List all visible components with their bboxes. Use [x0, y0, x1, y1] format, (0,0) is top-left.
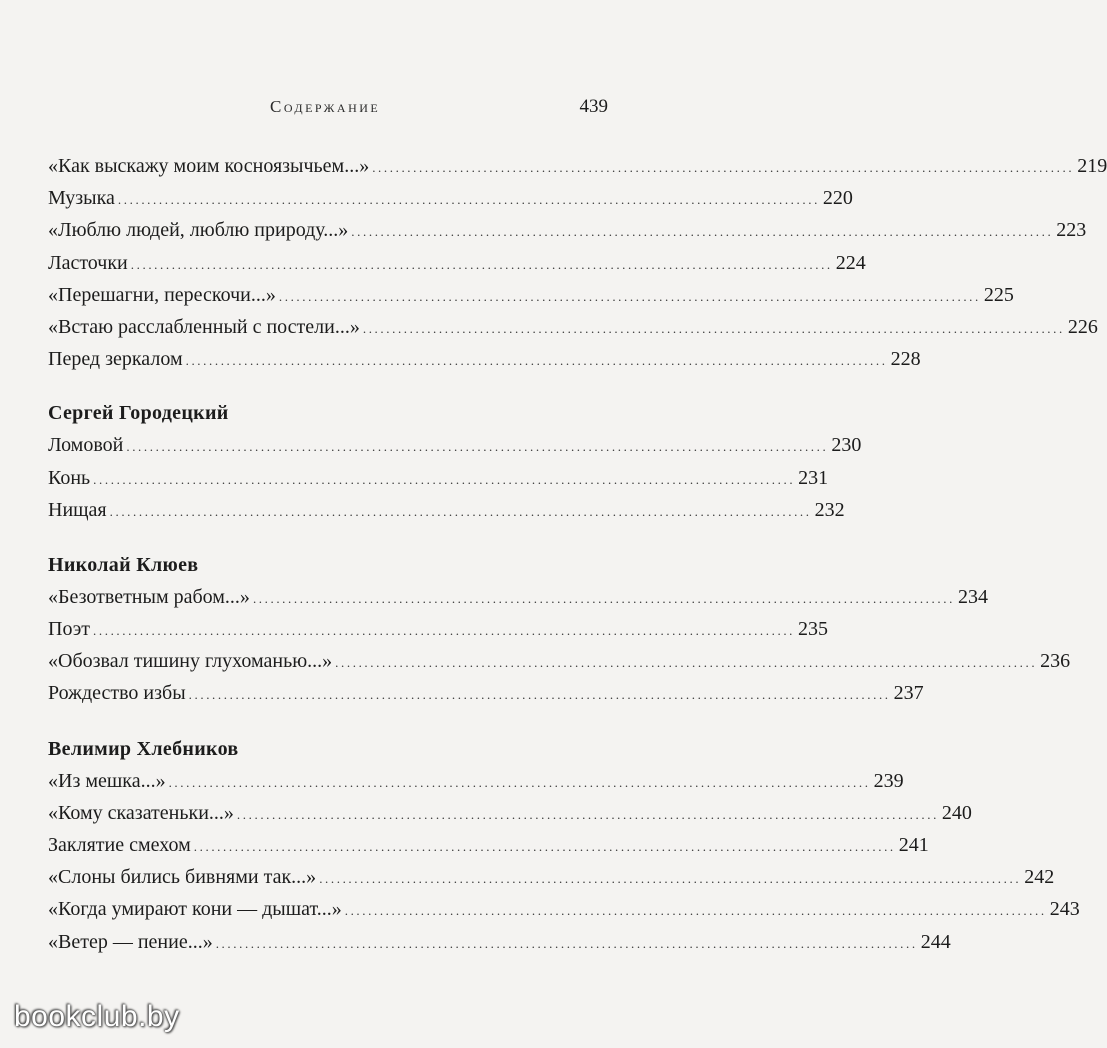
leader-dots: ........................................................................................................................: [185, 353, 888, 369]
running-head: [48, 96, 608, 118]
toc-entry-title: «Из мешка...»: [48, 769, 166, 792]
toc-entry-title: Нищая: [48, 498, 107, 521]
toc-entry-page: 236: [1040, 650, 1071, 673]
leader-dots: ........................................................................................................................: [188, 687, 891, 703]
toc-entry: [48, 613, 829, 645]
toc-entry-title: «Когда умирают кони — дышат...»: [48, 898, 342, 921]
author-heading: Велимир Хлебников: [48, 737, 239, 760]
toc-entry-title: «Люблю людей, люблю природу...»: [48, 219, 349, 242]
running-title: Содержание: [270, 97, 381, 116]
toc-entry-page: 225: [983, 283, 1014, 306]
toc-entry-page: 232: [814, 498, 845, 521]
page-number: 439: [579, 96, 608, 117]
leader-dots: ........................................................................................................................: [93, 471, 796, 487]
toc-entry: [48, 829, 929, 861]
toc-entry: [48, 645, 1071, 677]
toc-entry-page: 237: [893, 682, 924, 705]
toc-entry: [48, 765, 904, 797]
toc-entry-title: Ломовой: [48, 434, 124, 457]
toc-entry-page: 243: [1049, 898, 1080, 921]
toc-entry-title: Заклятие смехом: [48, 834, 191, 856]
toc-entry: [48, 581, 988, 613]
leader-dots: ........................................................................................................................: [193, 839, 896, 854]
toc-entry-page: 230: [831, 434, 862, 457]
leader-dots: ........................................................................................................................: [278, 288, 981, 304]
leader-dots: ........................................................................................................................: [362, 320, 1065, 336]
toc-entry-page: 235: [798, 618, 829, 641]
toc-entry-title: «Как выскажу моим косноязычьем...»: [48, 155, 370, 177]
section-gap: [48, 526, 606, 549]
toc-entry-title: Перед зеркалом: [48, 348, 183, 371]
toc-entry-page: 226: [1067, 315, 1098, 338]
toc-entry-page: 242: [1024, 866, 1055, 889]
toc-entry: [48, 279, 1014, 311]
toc-entry: [48, 494, 845, 526]
leader-dots: ........................................................................................................................: [344, 903, 1047, 919]
toc-entry: [48, 861, 1055, 893]
toc-entry-page: 240: [941, 801, 972, 824]
toc-entry-title: «Слоны бились бивнями так...»: [48, 866, 317, 889]
toc-entry-page: 241: [898, 834, 929, 856]
toc-entry-page: 223: [1056, 219, 1087, 242]
toc-entry-page: 224: [835, 251, 866, 274]
toc-entry-page: 244: [920, 930, 951, 953]
toc-entry-title: Ласточки: [48, 251, 128, 274]
toc-entry-title: «Обозвал тишину глухоманью...»: [48, 650, 333, 673]
toc-entry: [48, 926, 951, 958]
leader-dots: ........................................................................................................................: [335, 655, 1038, 671]
toc-entry: [48, 429, 862, 461]
toc-entry-title: «Перешагни, перескочи...»: [48, 283, 276, 306]
toc-entry-title: «Встаю расслабленный с постели...»: [48, 315, 360, 338]
watermark-logo: bookclub.by: [14, 1000, 180, 1033]
leader-dots: ........................................................................................................................: [215, 935, 918, 951]
author-heading: Сергей Городецкий: [48, 402, 229, 425]
toc-entry-title: Рождество избы: [48, 682, 186, 705]
toc-entry: [48, 797, 972, 829]
toc-entry-title: Музыка: [48, 187, 115, 210]
leader-dots: ........................................................................................................................: [93, 623, 796, 639]
toc-entry: [48, 150, 1107, 182]
toc-entry-page: 231: [798, 466, 829, 489]
toc-entry-page: 234: [957, 585, 988, 608]
leader-dots: ........................................................................................................................: [252, 590, 955, 606]
leader-dots: ........................................................................................................................: [319, 871, 1022, 887]
toc-entry: [48, 311, 1098, 343]
leader-dots: ........................................................................................................................: [168, 774, 871, 790]
leader-dots: ........................................................................................................................: [351, 224, 1054, 240]
leader-dots: ........................................................................................................................: [109, 503, 812, 519]
toc-entry: [48, 677, 924, 709]
leader-dots: ........................................................................................................................: [372, 160, 1075, 175]
toc-entry: [48, 893, 1080, 925]
toc-entry-page: 220: [822, 187, 853, 210]
leader-dots: ........................................................................................................................: [130, 256, 833, 272]
toc-entry-title: Конь: [48, 466, 91, 489]
leader-dots: ........................................................................................................................: [236, 806, 939, 822]
table-of-contents: [48, 150, 1107, 958]
toc-entry-page: 219: [1077, 155, 1107, 177]
toc-entry-title: «Безответным рабом...»: [48, 585, 250, 608]
toc-entry: [48, 343, 921, 375]
toc-entry-page: 239: [873, 769, 904, 792]
toc-entry: [48, 182, 853, 214]
toc-entry-title: «Ветер — пение...»: [48, 930, 213, 953]
leader-dots: ........................................................................................................................: [117, 192, 820, 208]
leader-dots: ........................................................................................................................: [126, 439, 829, 455]
section-gap: [48, 375, 606, 397]
author-heading: Николай Клюев: [48, 553, 199, 576]
toc-entry-title: «Кому сказатеньки...»: [48, 801, 234, 824]
toc-entry: [48, 247, 866, 279]
section-gap: [48, 710, 606, 733]
toc-entry: [48, 214, 1087, 246]
toc-entry-title: Поэт: [48, 618, 91, 641]
toc-entry-page: 228: [890, 348, 921, 371]
toc-entry: [48, 462, 829, 494]
